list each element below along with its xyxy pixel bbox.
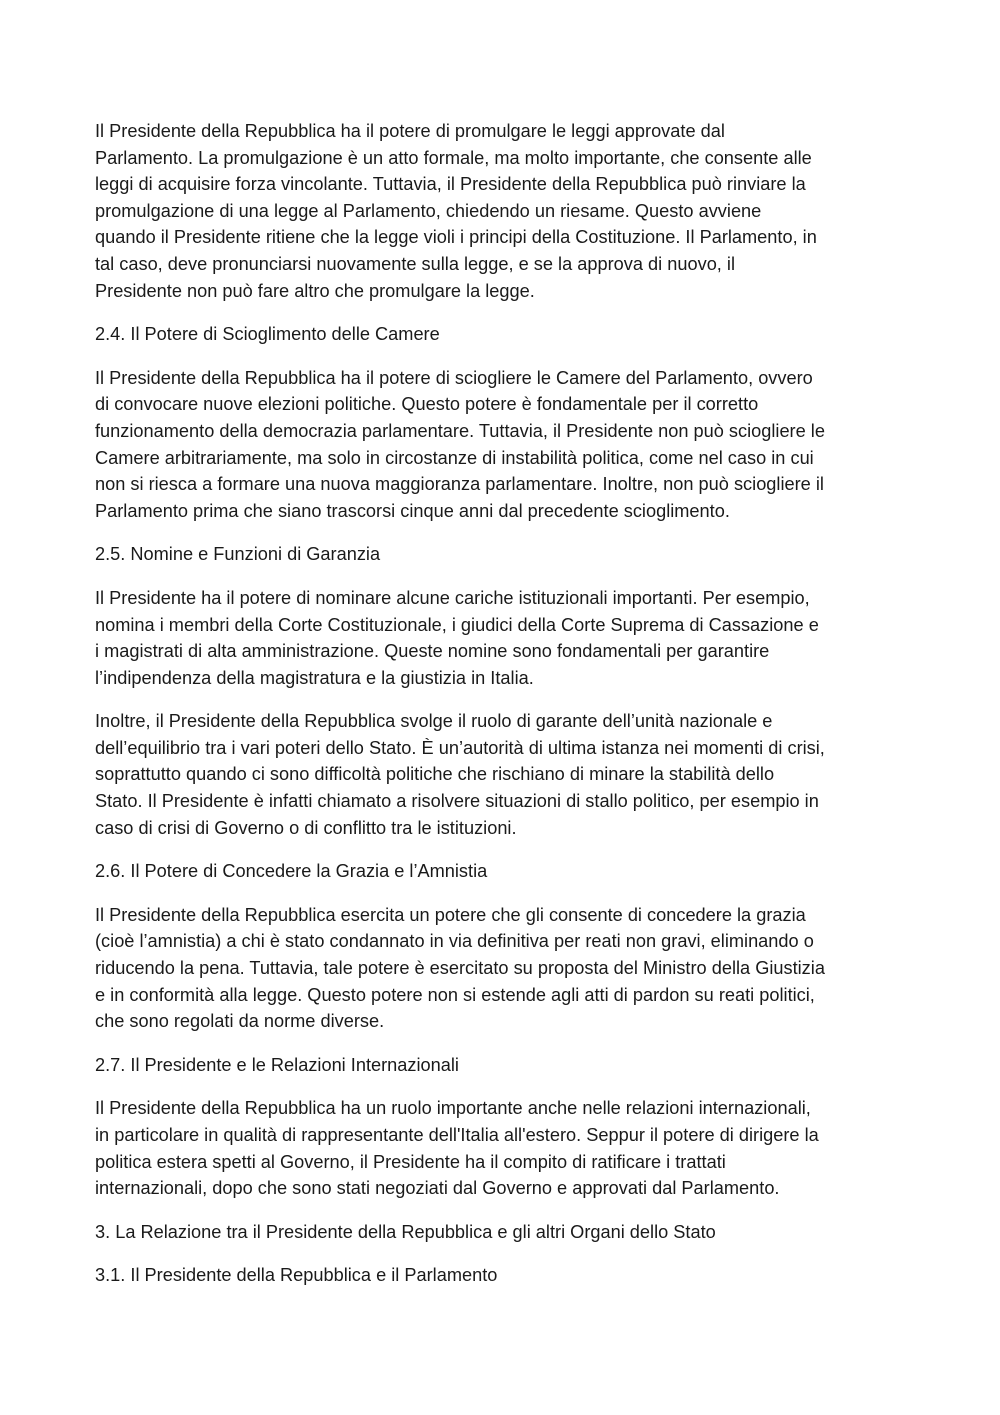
heading-text: 2.6. Il Potere di Concedere la Grazia e l’Amnistia [95,861,488,882]
section-heading [95,858,910,885]
paragraph-line: i magistrati di alta amministrazione. Queste nomine sono fondamentali per garantire [95,641,770,662]
paragraph [95,365,910,525]
heading-text: 3. La Relazione tra il Presidente della Repubblica e gli altri Organi dello Stato [95,1221,716,1242]
paragraph [95,708,910,841]
paragraph [95,902,910,1035]
paragraph-line: in particolare in qualità di rappresentante dell'Italia all'estero. Seppur il potere di dirigere la [95,1125,819,1145]
paragraph-line: Il Presidente della Repubblica ha un ruolo importante anche nelle relazioni internazionali, [95,1098,811,1119]
section-heading [95,321,910,348]
paragraph-line: Camere arbitrariamente, ma solo in circostanze di instabilità politica, come nel caso in cui [95,447,814,468]
heading-text: 3.1. Il Presidente della Repubblica e il Parlamento [95,1265,498,1286]
heading-text: 2.5. Nomine e Funzioni di Garanzia [95,544,381,565]
paragraph-line: (cioè l’amnistia) a chi è stato condannato in via definitiva per reati non gravi, eliminando o [95,931,814,952]
paragraph-line: e in conformità alla legge. Questo potere non si estende agli atti di pardon su reati politici, [95,984,815,1005]
paragraph-line: nomina i membri della Corte Costituzionale, i giudici della Corte Suprema di Cassazione e [95,614,819,635]
section-heading [95,541,910,568]
paragraph-line: tal caso, deve pronunciarsi nuovamente sulla legge, e se la approva di nuovo, il [95,253,735,274]
paragraph-line: l’indipendenza della magistratura e la giustizia in Italia. [95,667,534,688]
paragraph-line: Il Presidente della Repubblica esercita un potere che gli consente di concedere la grazia [95,904,806,925]
heading-text: 2.7. Il Presidente e le Relazioni Internazionali [95,1054,459,1075]
paragraph-line: Inoltre, il Presidente della Repubblica svolge il ruolo di garante dell’unità nazionale e [95,711,773,732]
paragraph-line: Presidente non può fare altro che promulgare la legge. [95,280,535,301]
section-heading [95,1219,910,1246]
paragraph-line: dell’equilibrio tra i vari poteri dello Stato. È un’autorità di ultima istanza nei momenti di crisi, [95,737,825,758]
paragraph-line: riducendo la pena. Tuttavia, tale potere è esercitato su proposta del Ministro della Giustizia [95,958,825,979]
paragraph-line: Parlamento prima che siano trascorsi cinque anni dal precedente scioglimento. [95,500,730,521]
paragraph-line: leggi di acquisire forza vincolante. Tuttavia, il Presidente della Repubblica può rinviare la [95,174,806,195]
paragraph [95,1095,910,1201]
paragraph-line: quando il Presidente ritiene che la legge violi i principi della Costituzione. Il Parlamento, in [95,227,817,248]
document-page [95,118,910,1306]
section-heading [95,1262,910,1289]
paragraph-line: non si riesca a formare una nuova maggioranza parlamentare. Inoltre, non può sciogliere il [95,474,824,495]
paragraph-line: che sono regolati da norme diverse. [95,1011,385,1032]
paragraph-line: politica estera spetti al Governo, il Presidente ha il compito di ratificare i trattati [95,1151,726,1172]
paragraph [95,585,910,691]
paragraph-line: Il Presidente ha il potere di nominare alcune cariche istituzionali importanti. Per esempio, [95,587,810,608]
paragraph-line: soprattutto quando ci sono difficoltà politiche che rischiano di minare la stabilità dello [95,764,775,785]
heading-text: 2.4. Il Potere di Scioglimento delle Camere [95,324,440,345]
paragraph-line: funzionamento della democrazia parlamentare. Tuttavia, il Presidente non può sciogliere le [95,420,825,441]
paragraph-line: Parlamento. La promulgazione è un atto formale, ma molto importante, che consente alle [95,147,812,168]
paragraph [95,118,910,304]
section-heading [95,1052,910,1079]
paragraph-line: Il Presidente della Repubblica ha il potere di sciogliere le Camere del Parlamento, ovvero [95,367,813,388]
paragraph-line: promulgazione di una legge al Parlamento, chiedendo un riesame. Questo avviene [95,200,762,221]
paragraph-line: Il Presidente della Repubblica ha il potere di promulgare le leggi approvate dal [95,121,725,141]
paragraph-line: internazionali, dopo che sono stati negoziati dal Governo e approvati dal Parlamento. [95,1178,780,1199]
paragraph-line: di convocare nuove elezioni politiche. Questo potere è fondamentale per il corretto [95,394,759,415]
paragraph-line: caso di crisi di Governo o di conflitto tra le istituzioni. [95,817,517,838]
paragraph-line: Stato. Il Presidente è infatti chiamato a risolvere situazioni di stallo politico, per esempio in [95,791,819,812]
